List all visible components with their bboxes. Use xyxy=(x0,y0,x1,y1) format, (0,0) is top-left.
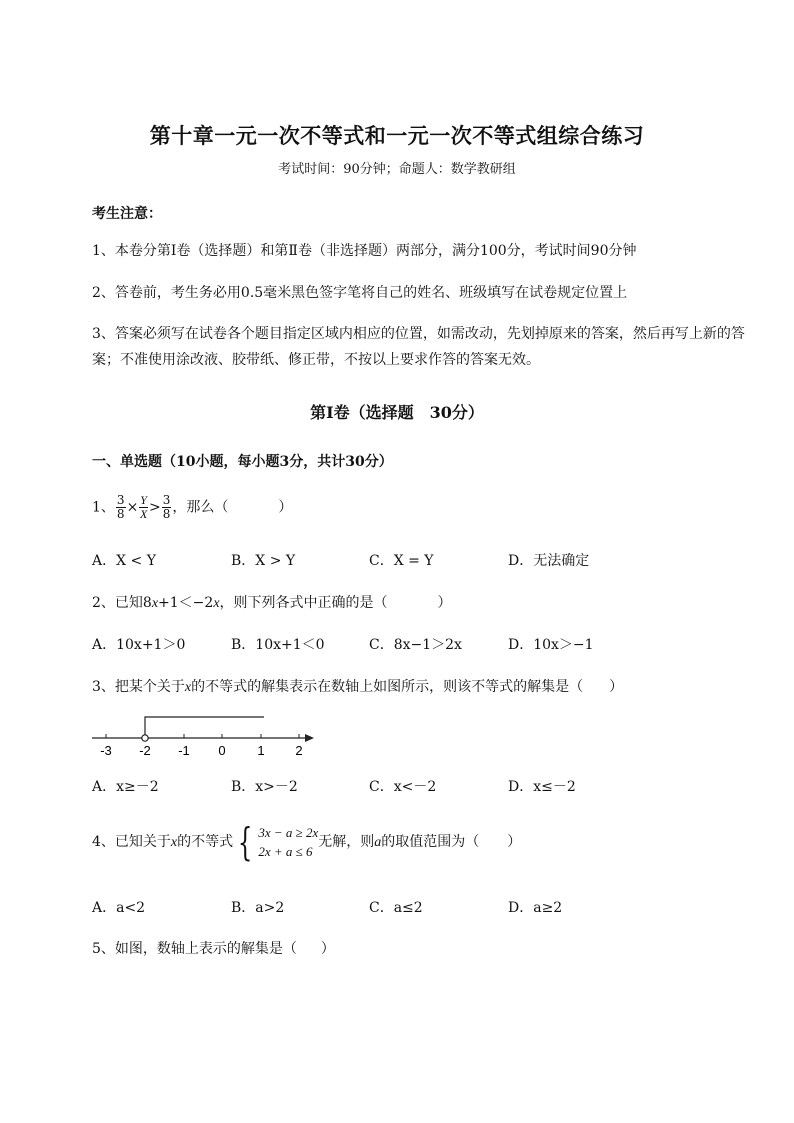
tick-label: -1 xyxy=(178,743,190,758)
q1-frac1-numerator: 3 xyxy=(116,493,125,507)
q1-close: ） xyxy=(278,499,293,516)
q4-var-x: x xyxy=(170,835,178,850)
notice-item-2: 2、答卷前，考生务必用0.5毫米黑色签字笔将自己的姓名、班级填写在试卷规定位置上 xyxy=(92,285,628,301)
q2-text-c: ，则下列各式中正确的是（ xyxy=(219,595,388,611)
q4-close: ） xyxy=(507,834,522,850)
q4-option-b[interactable]: B．a>2 xyxy=(231,900,285,916)
q2-var-x: x xyxy=(151,596,159,611)
q2-option-b[interactable]: B．10x+1＜0 xyxy=(231,637,325,653)
q1-fraction-3 xyxy=(162,494,172,521)
q5-text: 5、如图，数轴上表示的解集是（ xyxy=(92,941,297,957)
q3-option-b[interactable]: B．x>－2 xyxy=(231,779,298,795)
tick-label: -3 xyxy=(100,743,112,758)
q4-options xyxy=(92,897,692,917)
question-1 xyxy=(92,494,292,521)
q1-option-c[interactable]: C．X = Y xyxy=(369,553,434,569)
q4-text-d: 的取值范围为（ xyxy=(381,834,480,850)
number-line xyxy=(90,710,330,758)
q1-option-a[interactable]: A．X < Y xyxy=(92,553,156,569)
q4-option-a[interactable]: A．a<2 xyxy=(92,900,146,916)
q2-option-a[interactable]: A．10x+1＞0 xyxy=(92,637,186,653)
q1-option-d[interactable]: D．无法确定 xyxy=(508,553,590,569)
q3-option-a[interactable]: A．x≥－2 xyxy=(92,779,159,795)
q4-option-c[interactable]: C．a≤2 xyxy=(369,900,423,916)
axis-arrow-icon xyxy=(305,734,314,742)
q4-text-b: 的不等式 xyxy=(177,834,234,850)
q2-text-a: 2、已知8 xyxy=(92,595,152,611)
q1-prefix: 1、 xyxy=(92,499,115,516)
page-title: 第十章一元一次不等式和一元一次不等式组综合练习 xyxy=(149,123,645,148)
q3-options xyxy=(92,776,692,796)
question-4 xyxy=(92,820,522,864)
section-title: 第I卷（选择题 30分） xyxy=(310,403,484,422)
notice-item-1: 1、本卷分第I卷（选择题）和第Ⅱ卷（非选择题）两部分，满分100分，考试时间90分钟 xyxy=(92,243,637,259)
q1-frac2-numerator: Y xyxy=(140,493,147,507)
q5-close: ） xyxy=(320,941,335,957)
solution-ray xyxy=(145,717,264,735)
q3-option-c[interactable]: C．x<－2 xyxy=(369,779,437,795)
q1-frac1-denominator: 8 xyxy=(116,507,125,521)
open-endpoint xyxy=(142,735,148,741)
notice-item-3: 3、答案必须写在试卷各个题目指定区域内相应的位置，如需改动，先划掉原来的答案，然后再写上新的答案；不准使用涂改液、胶带纸、修正带，不按以上要求作答的答案无效。 xyxy=(92,326,745,368)
q2-close: ） xyxy=(437,595,452,611)
q3-text-b: 的不等式的解集表示在数轴上如图所示，则该不等式的解集是（ xyxy=(191,679,584,695)
q3-option-d[interactable]: D．x≤－2 xyxy=(508,779,576,795)
q4-var-a: a xyxy=(374,835,382,850)
exam-subtitle: 考试时间：90分钟；命题人：数学教研组 xyxy=(278,162,516,177)
q3-close: ） xyxy=(609,679,624,695)
q1-greater: > xyxy=(148,499,161,516)
system-line-2: 2x + a ≤ 6 xyxy=(258,844,313,859)
system-line-1: 3x − a ≥ 2x xyxy=(258,825,319,840)
q1-option-b[interactable]: B．X > Y xyxy=(231,553,296,569)
q3-var-x: x xyxy=(184,680,192,695)
q1-fraction-1 xyxy=(116,494,126,521)
q1-times: × xyxy=(126,499,139,516)
brace-icon: { xyxy=(237,820,253,864)
q1-options xyxy=(92,550,692,570)
q4-text-c: 无解，则 xyxy=(318,834,375,850)
inequality-system xyxy=(233,820,319,864)
tick-label: 1 xyxy=(257,743,265,758)
q2-options xyxy=(92,634,692,654)
question-3 xyxy=(92,676,623,696)
q4-text-a: 4、已知关于 xyxy=(92,834,171,850)
q1-frac3-numerator: 3 xyxy=(162,493,171,507)
question-5 xyxy=(92,938,335,958)
part-heading: 一、单选题（10小题，每小题3分，共计30分） xyxy=(92,454,393,470)
q2-option-c[interactable]: C．8x−1＞2x xyxy=(369,637,462,653)
q1-frac3-denominator: 8 xyxy=(162,507,171,521)
q3-text-a: 3、把某个关于 xyxy=(92,679,185,695)
q2-option-d[interactable]: D．10x＞−1 xyxy=(508,637,594,653)
question-2 xyxy=(92,592,452,612)
q1-frac2-denominator: X xyxy=(139,507,148,521)
q2-var-x: x xyxy=(213,596,220,611)
q4-option-d[interactable]: D．a≥2 xyxy=(508,900,563,916)
tick-label: -2 xyxy=(139,743,151,758)
q1-fraction-2 xyxy=(139,494,148,521)
tick-label: 0 xyxy=(218,743,226,758)
q1-suffix: ，那么（ xyxy=(172,499,229,516)
tick-label: 2 xyxy=(295,743,303,758)
notice-heading: 考生注意： xyxy=(92,206,162,222)
q2-text-b: +1＜−2 xyxy=(158,595,214,611)
